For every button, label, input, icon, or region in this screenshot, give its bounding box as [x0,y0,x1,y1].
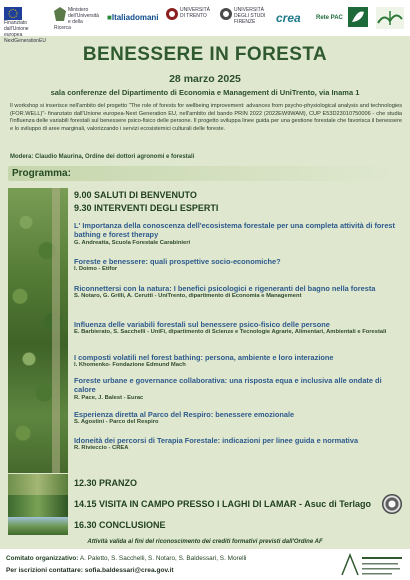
eu-flag-logo: Finanziato dall'Unione europea NextGenerationEU [4,7,46,29]
slot-visit: 14.15 VISITA IN CAMPO PRESSO I LAGHI DI LAMAR - Asuc di Terlago [74,499,372,509]
forest-aerial-photo [8,188,68,473]
forest-road [52,188,60,473]
talk-speaker: R. Rivieccio - CREA [74,445,129,452]
event-venue: sala conferenze del Dipartimento di Economia e Management di UniTrento, via Inama 1 [50,88,360,97]
talk-speaker: I. Khomenko- Fondazione Edmund Mach [74,362,186,369]
crea-logo: crea [276,11,301,25]
italia-domani-logo: ■Italiadomani [107,13,159,22]
field-visit-photo [8,495,68,517]
rete-pac-logo: Rete PAC [316,15,343,21]
talk-item [74,436,402,453]
talk-speaker: G. Andreatta, Scuola Forestale Carabinieri [74,239,191,246]
asuc-seal-icon [382,494,402,514]
talk-item [74,221,402,247]
talk-title: Influenza delle variabili forestali sul benessere psico-fisico delle persone [74,320,330,329]
eu-flag-icon [4,7,22,20]
university-seal-icon [220,7,232,21]
talk-title: Foreste urbane e governance collaborativa: una risposta equa e inclusiva alle ondate di calore [74,376,382,395]
slot-talks: 9.30 INTERVENTI DEGLI ESPERTI [74,203,219,213]
moderator-line: Modera: Claudio Maurina, Ordine dei dottori agronomi e forestali [10,154,195,160]
talk-title: L' Importanza della conoscenza dell'ecosistema forestale per una completa attività di forest bathing e forest therapy [74,221,395,240]
slot-lunch: 12.30 PRANZO [74,478,138,488]
committee-label: Comitato organizzativo: [6,555,79,562]
program-label: Programma: [12,168,71,179]
forest-wave-icon [376,7,404,29]
logo-strip [0,0,410,44]
talk-speaker: E. Barbierato, S. Sacchelli - UniFi, dipartimento di Scienze e Tecnologie Agrarie, Alimentari, Ambientali e Forestali [74,329,387,336]
talk-speaker: I. Doimo - Etifor [74,266,118,273]
emblem-icon [54,7,66,21]
order-af-logo [340,553,404,577]
pac-leaf-logo [348,7,370,29]
talk-title: Riconnettersi con la natura: I benefici psicologici e rigeneranti del bagno nella foresta [74,284,376,293]
talk-item [74,410,402,427]
forest-logo [376,7,404,29]
slot-conclusion: 16.30 CONCLUSIONE [74,520,166,530]
slot-welcome: 9.00 SALUTI DI BENVENUTO [74,190,197,200]
event-date: 28 marzo 2025 [169,73,241,85]
talk-title: Idoneità dei percorsi di Terapia Forestale: indicazioni per linee guida e normativa [74,436,359,445]
mur-logo: Ministero dell'Università e della Ricerca [54,7,99,31]
unitn-logo: UNIVERSITÀ DI TRENTO [166,7,214,29]
unifi-logo: UNIVERSITÀ DEGLI STUDI FIRENZE [220,7,270,29]
credits-note: Attività valida ai fini del riconoscimento dei crediti formativi previsti dall'Ordine AF [87,539,323,545]
leaf-icon [348,7,368,27]
talk-item [74,353,402,370]
intro-paragraph: Il workshop si inserisce nell'ambito del progetto "The role of forests for wellbeing improvement: advances from psycho-physiological analysis and technologies (FOR.WELL)"- finanziato dall'Unione europea-Next Generation EU, nell'ambito del bando PRIN 2022 (2022EW9WAM), CUP E53D23010750006 - che studia l'influenza delle variabili forestali sul benessere psico-fisico delle persone. Il progetto sviluppa linee guida per una gestione forestale che favorisca il benessere e lo sviluppo di aree marginali, valorizzando i servizi ecosistemici culturali delle foreste. [10,103,402,132]
schedule-header [74,190,404,216]
page-title: BENESSERE IN FORESTA [82,44,328,65]
talk-item [74,320,402,337]
talk-speaker: R. Pace, J. Balest - Eurac [74,394,144,401]
talk-item [74,257,402,274]
program-banner [8,166,402,181]
contact-line[interactable]: Per iscrizioni contattare: sofia.baldessari@crea.gov.it [6,567,174,574]
footer [0,549,410,580]
conclusion-photo [8,517,68,535]
organizing-committee [6,555,246,562]
talk-item [74,284,402,301]
talk-speaker: S. Notaro, G. Grilli, A. Cerutti - UniTrento, dipartimento di Economia e Management [74,293,302,300]
university-seal-icon [166,7,178,21]
committee-names: A. Paletto, S. Sacchelli, S. Notaro, S. Baldessari, S. Morelli [78,555,247,562]
talk-title: Foreste e benessere: quali prospettive socio-economiche? [74,257,281,266]
talk-title: Esperienza diretta al Parco del Respiro: benessere emozionale [74,410,295,419]
talk-item [74,376,402,402]
talk-speaker: S. Agostini - Parco del Respiro [74,419,159,426]
talk-title: I composti volatili nel forest bathing: persona, ambiente e loro interazione [74,353,334,362]
